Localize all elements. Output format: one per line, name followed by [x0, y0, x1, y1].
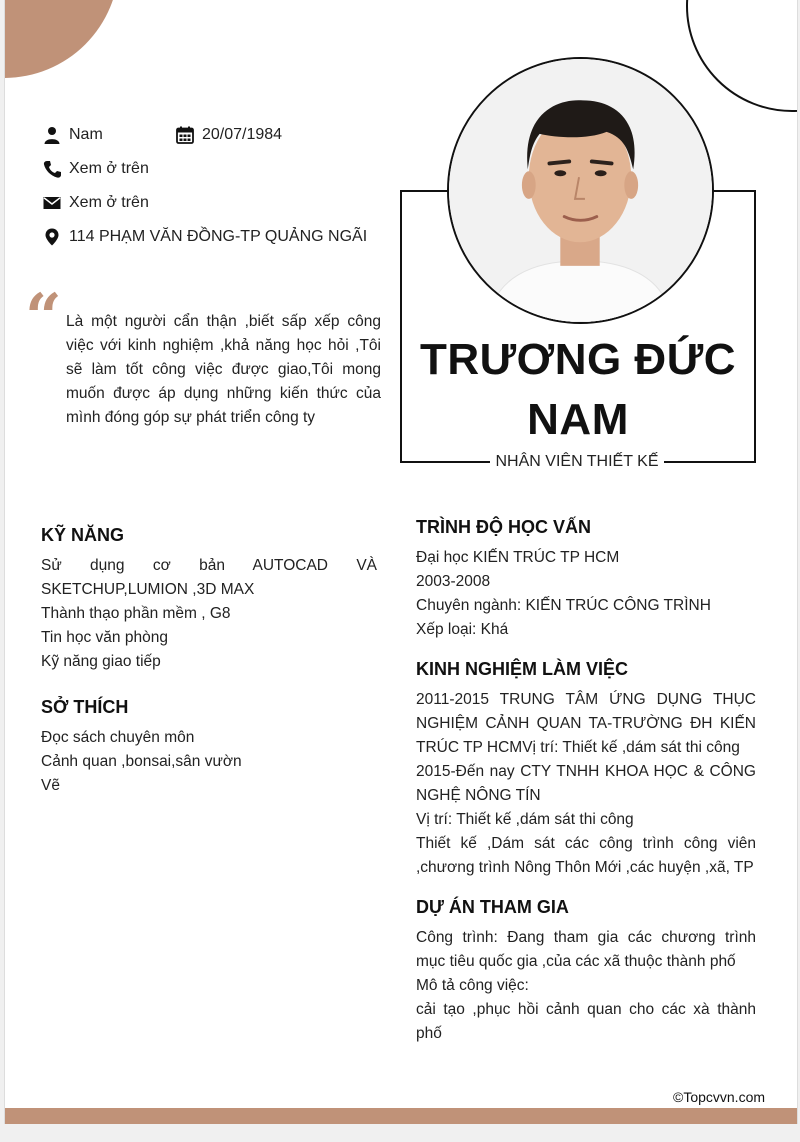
email-text: Xem ở trên [69, 194, 149, 211]
hobby-item: Đọc sách chuyên môn [41, 729, 195, 746]
name-line-1: TRƯƠNG ĐỨC [420, 335, 736, 384]
decor-ring-top-right [686, 0, 798, 112]
phone-icon [43, 160, 61, 178]
hobby-item: Cảnh quan ,bonsai,sân vườn [41, 753, 242, 770]
name-line-2: NAM [527, 395, 629, 444]
project-item: phố [416, 1025, 442, 1042]
cv-page [4, 0, 798, 1124]
contact-birthdate [176, 126, 282, 144]
birthdate-text: 20/07/1984 [202, 126, 283, 143]
left-column [41, 522, 377, 812]
gender-text: Nam [69, 126, 103, 143]
name-box-bottom-left [400, 461, 490, 463]
project-item: Công trình: Đang tham gia các chương trình [416, 929, 756, 946]
job-title: NHÂN VIÊN THIẾT KẾ [492, 451, 662, 473]
decor-circle-top-left [4, 0, 119, 78]
skill-item: Kỹ năng giao tiếp [41, 653, 161, 670]
portrait-illustration [449, 59, 712, 322]
experience-item: 2015-Đến nay CTY TNHH KHOA HỌC & CÔNG [416, 763, 756, 780]
footer-bar [5, 1108, 797, 1124]
education-item: Đại học KIẾN TRÚC TP HCM [416, 549, 620, 566]
education-item: Chuyên ngành: KIẾN TRÚC CÔNG TRÌNH [416, 597, 711, 614]
right-column [416, 514, 756, 1060]
experience-item: Thiết kế ,Dám sát các công trình công viên [416, 835, 756, 852]
projects-heading: DỰ ÁN THAM GIA [416, 897, 569, 917]
hobby-item: Vẽ [41, 777, 60, 794]
experience-item: TRÚC TP HCMVị trí: Thiết kế ,dám sát thi công [416, 739, 740, 756]
contact-gender [43, 126, 103, 144]
phone-text: Xem ở trên [69, 160, 149, 177]
education-heading: TRÌNH ĐỘ HỌC VẤN [416, 517, 591, 537]
calendar-icon [176, 126, 194, 144]
quote-icon: “ [25, 280, 62, 355]
projects-section [416, 894, 756, 1046]
location-pin-icon [43, 228, 61, 246]
address-text: 114 PHẠM VĂN ĐỒNG-TP QUẢNG NGÃI [69, 228, 368, 245]
education-item: 2003-2008 [416, 573, 491, 590]
experience-heading: KINH NGHIỆM LÀM VIỆC [416, 659, 629, 679]
hobbies-section [41, 694, 377, 798]
contact-email [43, 194, 149, 212]
contact-address [43, 228, 367, 246]
experience-item: NGHỆ NÔNG TÍN [416, 787, 541, 804]
project-item: cải tạo ,phục hồi cảnh quan cho các xà thành [416, 1001, 756, 1018]
intro-text: Là một người cẩn thận ,biết sấp xếp công việc với kinh nghiệm ,khả năng học hỏi ,Tôi sẽ làm tốt công việc được giao,Tôi mong muốn được áp dụng những kiến thức của mình đóng góp sự phát triển công ty [66, 313, 381, 426]
education-item: Xếp loại: Khá [416, 621, 509, 638]
experience-section [416, 656, 756, 880]
education-section [416, 514, 756, 642]
profile-photo [447, 57, 714, 324]
hobbies-heading: SỞ THÍCH [41, 697, 129, 717]
name-box-bottom-right [664, 461, 756, 463]
contact-phone [43, 160, 149, 178]
full-name [405, 330, 751, 450]
skill-item: Thành thạo phần mềm , G8 [41, 605, 231, 622]
experience-item: ,chương trình Nông Thôn Mới ,các huyện ,xã, TP [416, 859, 754, 876]
skill-item: Tin học văn phòng [41, 629, 168, 646]
skill-item: Sử dụng cơ bản AUTOCAD VÀ [41, 557, 377, 574]
experience-item: 2011-2015 TRUNG TÂM ỨNG DỤNG THỤC [416, 691, 756, 708]
skills-section [41, 522, 377, 674]
experience-item: Vị trí: Thiết kế ,dám sát thi công [416, 811, 634, 828]
skills-heading: KỸ NĂNG [41, 525, 125, 545]
experience-item: NGHIỆM CẢNH QUAN TA-TRƯỜNG ĐH KIẾN [416, 715, 756, 732]
project-item: mục tiêu quốc gia ,của các xã thuộc thành phố [416, 953, 736, 970]
project-item: Mô tả công việc: [416, 977, 529, 994]
skill-item: SKETCHUP,LUMION ,3D MAX [41, 581, 255, 598]
mail-icon [43, 194, 61, 212]
person-icon [43, 126, 61, 144]
footer-credit: ©Topcvvn.com [673, 1089, 766, 1105]
